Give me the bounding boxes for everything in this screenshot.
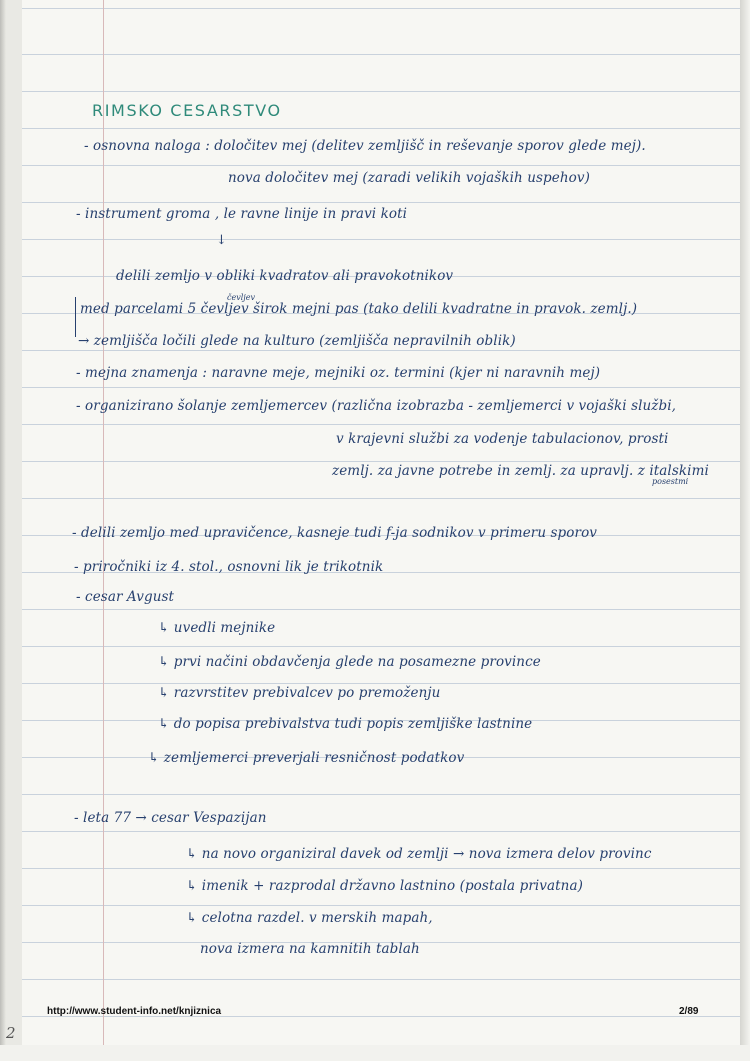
corner-page-mark: 2 bbox=[6, 1024, 16, 1042]
note-line-6: → zemljišča ločili glede na kulturo (zemljišča nepravilnih oblik) bbox=[78, 333, 516, 349]
note-line-1: - osnovna naloga : določitev mej (delitev zemljišč in reševanje sporov glede mej). bbox=[84, 138, 646, 154]
note-line-18: ↳ zemljemerci preverjali resničnost podatkov bbox=[148, 750, 465, 766]
note-line-11: - delili zemljo med upravičence, kasneje tudi f-ja sodnikov v primeru sporov bbox=[72, 525, 598, 541]
note-line-2: nova določitev mej (zaradi velikih vojaških uspehov) bbox=[228, 170, 590, 186]
note-posestmi: posestmi bbox=[652, 477, 689, 486]
note-line-5: med parcelami 5 čevljev širok mejni pas (tako delili kvadratne in pravok. zemlj.) bbox=[80, 301, 638, 317]
note-line-19: - leta 77 → cesar Vespazijan bbox=[74, 810, 267, 826]
scan-right-edge bbox=[740, 0, 750, 1061]
note-line-10: zemlj. za javne potrebe in zemlj. za upravlj. z italskimi bbox=[332, 463, 709, 479]
note-line-3: - instrument groma , le ravne linije in pravi koti bbox=[76, 206, 408, 222]
note-cevljev: čevljev bbox=[227, 293, 256, 302]
scan-bottom-strip bbox=[0, 1045, 750, 1061]
note-line-7: - mejna znamenja : naravne meje, mejniki oz. termini (kjer ni naravnih mej) bbox=[76, 365, 601, 381]
margin-line bbox=[103, 0, 104, 1045]
note-line-13: - cesar Avgust bbox=[76, 589, 175, 605]
note-line-16: ↳ razvrstitev prebivalcev po premoženju bbox=[158, 685, 441, 701]
scan-left-edge bbox=[0, 0, 6, 1061]
note-line-12: - priročniki iz 4. stol., osnovni lik je trikotnik bbox=[74, 559, 384, 575]
footer-page-number: 2/89 bbox=[679, 1006, 699, 1017]
note-line-14: ↳ uvedli mejnike bbox=[158, 620, 276, 636]
footer-link[interactable]: http://www.student-info.net/knjiznica bbox=[47, 1006, 222, 1017]
note-line-4: delili zemljo v obliki kvadratov ali pravokotnikov bbox=[116, 268, 454, 284]
note-line-15: ↳ prvi načini obdavčenja glede na posamezne province bbox=[158, 654, 541, 670]
note-line-17: ↳ do popisa prebivalstva tudi popis zemljiške lastnine bbox=[158, 716, 533, 732]
note-line-22: ↳ celotna razdel. v merskih mapah, bbox=[186, 910, 433, 926]
note-line-9: v krajevni službi za vodenje tabulacionov, prosti bbox=[336, 431, 669, 447]
note-line-23: nova izmera na kamnitih tablah bbox=[200, 941, 420, 957]
note-line-8: - organizirano šolanje zemljemercev (različna izobrazba - zemljemerci v vojaški službi, bbox=[76, 398, 677, 414]
down-arrow-icon: ↓ bbox=[216, 233, 227, 248]
note-line-21: ↳ imenik + razprodal državno lastnino (postala privatna) bbox=[186, 878, 583, 894]
page-title: RIMSKO CESARSTVO bbox=[92, 101, 282, 120]
note-line-20: ↳ na novo organiziral davek od zemlji → nova izmera delov provinc bbox=[186, 846, 652, 862]
